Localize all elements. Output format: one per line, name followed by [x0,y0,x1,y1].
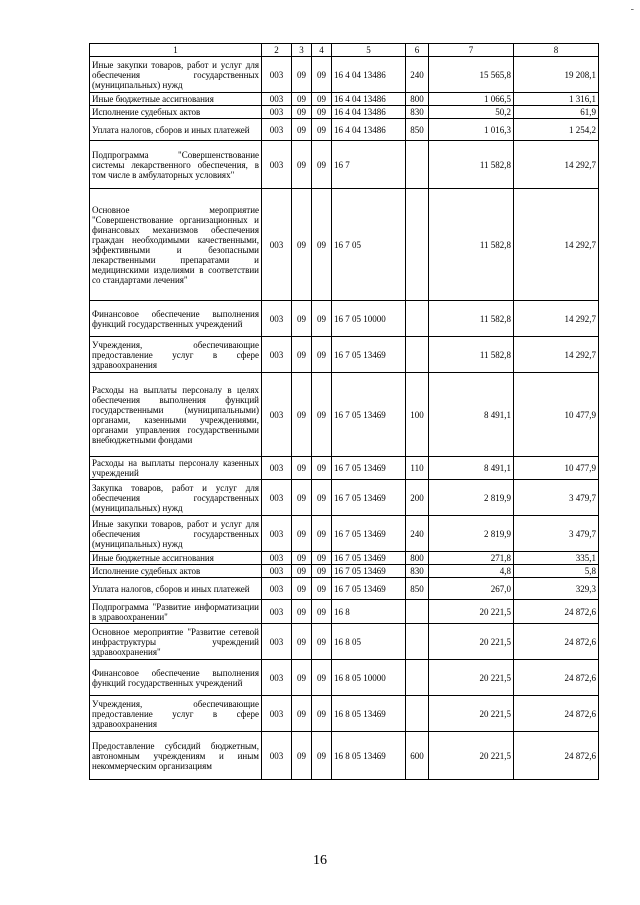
row-name-cell: Исполнение судебных актов [90,565,262,578]
row-section-cell: 09 [292,565,312,578]
row-name-cell: Основное мероприятие "Развитие сетевой инфраструктуры учреждений здравоохранения" [90,624,262,660]
table-row [90,696,599,732]
row-subsection-cell: 09 [312,93,332,106]
row-ministry-code-cell: 003 [262,565,292,578]
row-ministry-code-cell: 003 [262,141,292,189]
row-expense-type-cell: 240 [406,57,429,93]
row-amount-1-cell: 20 221,5 [429,732,514,780]
row-subsection-cell: 09 [312,141,332,189]
row-section-cell: 09 [292,696,312,732]
table-row [90,480,599,516]
table-row [90,106,599,119]
row-name-cell: Учреждения, обеспечивающие предоставление услуг в сфере здравоохранения [90,337,262,373]
table-row [90,119,599,141]
table-row [90,624,599,660]
table-row [90,57,599,93]
row-expense-type-cell [406,624,429,660]
row-section-cell: 09 [292,732,312,780]
table-row [90,301,599,337]
row-section-cell: 09 [292,189,312,301]
row-subsection-cell: 09 [312,696,332,732]
table-row [90,189,599,301]
row-name-cell: Подпрограмма "Совершенствование системы лекарственного обеспечения, в том числе в амбулаторных условиях" [90,141,262,189]
row-target-article-cell: 16 7 05 10000 [332,301,406,337]
row-subsection-cell: 09 [312,578,332,600]
row-expense-type-cell [406,696,429,732]
row-expense-type-cell [406,189,429,301]
row-amount-2-cell: 24 872,6 [514,660,599,696]
row-amount-2-cell: 3 479,7 [514,516,599,552]
row-amount-2-cell: 24 872,6 [514,624,599,660]
row-subsection-cell: 09 [312,480,332,516]
row-subsection-cell: 09 [312,119,332,141]
row-ministry-code-cell: 003 [262,337,292,373]
row-ministry-code-cell: 003 [262,660,292,696]
row-name-cell: Иные закупки товаров, работ и услуг для обеспечения государственных (муниципальных) нужд [90,57,262,93]
row-target-article-cell: 16 7 [332,141,406,189]
row-name-cell: Расходы на выплаты персоналу казенных учреждений [90,457,262,480]
row-target-article-cell: 16 8 05 13469 [332,696,406,732]
row-expense-type-cell [406,660,429,696]
table-row [90,600,599,624]
corner-mark: ‑ [630,4,634,15]
row-amount-1-cell: 1 066,5 [429,93,514,106]
row-amount-2-cell: 14 292,7 [514,301,599,337]
row-target-article-cell: 16 8 05 10000 [332,660,406,696]
row-amount-2-cell: 10 477,9 [514,457,599,480]
row-expense-type-cell: 850 [406,119,429,141]
row-name-cell: Учреждения, обеспечивающие предоставление услуг в сфере здравоохранения [90,696,262,732]
row-expense-type-cell: 800 [406,93,429,106]
row-name-cell: Расходы на выплаты персоналу в целях обеспечения выполнения функций государственными (муниципальными) органами, казенными учреждениями, органами управления государственными внебюджетными фондами [90,373,262,457]
row-amount-2-cell: 329,3 [514,578,599,600]
row-amount-1-cell: 11 582,8 [429,189,514,301]
row-name-cell: Иные закупки товаров, работ и услуг для обеспечения государственных (муниципальных) нужд [90,516,262,552]
row-amount-1-cell: 4,8 [429,565,514,578]
row-expense-type-cell [406,600,429,624]
row-target-article-cell: 16 4 04 13486 [332,57,406,93]
row-amount-2-cell: 24 872,6 [514,732,599,780]
row-amount-1-cell: 20 221,5 [429,624,514,660]
row-subsection-cell: 09 [312,660,332,696]
row-subsection-cell: 09 [312,57,332,93]
row-target-article-cell: 16 4 04 13486 [332,93,406,106]
row-expense-type-cell: 100 [406,373,429,457]
row-target-article-cell: 16 4 04 13486 [332,106,406,119]
row-amount-1-cell: 20 221,5 [429,660,514,696]
row-amount-1-cell: 1 016,3 [429,119,514,141]
row-subsection-cell: 09 [312,552,332,565]
row-amount-1-cell: 8 491,1 [429,373,514,457]
row-target-article-cell: 16 8 05 [332,624,406,660]
row-section-cell: 09 [292,480,312,516]
row-section-cell: 09 [292,552,312,565]
row-name-cell: Финансовое обеспечение выполнения функций государственных учреждений [90,660,262,696]
row-name-cell: Основное мероприятие "Совершенствование организационных и финансовых механизмов обеспечения граждан необходимыми качественными, эффективными и безопасными лекарственными препаратами и медицинскими изделиями в соответствии со стандартами лечения" [90,189,262,301]
row-amount-2-cell: 61,9 [514,106,599,119]
row-subsection-cell: 09 [312,106,332,119]
row-expense-type-cell [406,301,429,337]
row-section-cell: 09 [292,578,312,600]
row-amount-2-cell: 14 292,7 [514,189,599,301]
row-amount-1-cell: 20 221,5 [429,696,514,732]
table-row [90,552,599,565]
table-row [90,578,599,600]
row-amount-2-cell: 1 316,1 [514,93,599,106]
row-target-article-cell: 16 7 05 13469 [332,480,406,516]
table-row [90,373,599,457]
table-row [90,93,599,106]
row-name-cell: Финансовое обеспечение выполнения функций государственных учреждений [90,301,262,337]
table-row [90,660,599,696]
row-subsection-cell: 09 [312,600,332,624]
row-target-article-cell: 16 7 05 13469 [332,337,406,373]
row-amount-2-cell: 5,8 [514,565,599,578]
table-row [90,516,599,552]
row-amount-2-cell: 3 479,7 [514,480,599,516]
row-expense-type-cell: 240 [406,516,429,552]
row-amount-1-cell: 50,2 [429,106,514,119]
table-row [90,565,599,578]
table-row [90,337,599,373]
row-amount-1-cell: 2 819,9 [429,516,514,552]
table-row [90,141,599,189]
row-name-cell: Иные бюджетные ассигнования [90,93,262,106]
row-subsection-cell: 09 [312,516,332,552]
row-target-article-cell: 16 7 05 13469 [332,373,406,457]
row-subsection-cell: 09 [312,624,332,660]
row-ministry-code-cell: 003 [262,106,292,119]
row-ministry-code-cell: 003 [262,480,292,516]
budget-table [89,43,599,780]
header-cell-6: 6 [406,44,429,57]
row-target-article-cell: 16 4 04 13486 [332,119,406,141]
row-expense-type-cell: 830 [406,106,429,119]
row-amount-1-cell: 20 221,5 [429,600,514,624]
row-subsection-cell: 09 [312,189,332,301]
row-name-cell: Предоставление субсидий бюджетным, автономным учреждениям и иным некоммерческим организациям [90,732,262,780]
table-row [90,732,599,780]
row-section-cell: 09 [292,301,312,337]
row-section-cell: 09 [292,660,312,696]
row-section-cell: 09 [292,624,312,660]
row-name-cell: Подпрограмма "Развитие информатизации в здравоохранении" [90,600,262,624]
row-ministry-code-cell: 003 [262,578,292,600]
row-amount-1-cell: 11 582,8 [429,337,514,373]
row-name-cell: Иные бюджетные ассигнования [90,552,262,565]
row-name-cell: Уплата налогов, сборов и иных платежей [90,578,262,600]
row-amount-2-cell: 14 292,7 [514,141,599,189]
row-ministry-code-cell: 003 [262,600,292,624]
row-section-cell: 09 [292,93,312,106]
row-ministry-code-cell: 003 [262,624,292,660]
row-ministry-code-cell: 003 [262,301,292,337]
row-section-cell: 09 [292,337,312,373]
row-target-article-cell: 16 7 05 13469 [332,578,406,600]
row-subsection-cell: 09 [312,457,332,480]
row-name-cell: Закупка товаров, работ и услуг для обеспечения государственных (муниципальных) нужд [90,480,262,516]
row-ministry-code-cell: 003 [262,373,292,457]
row-ministry-code-cell: 003 [262,189,292,301]
row-subsection-cell: 09 [312,373,332,457]
row-target-article-cell: 16 8 05 13469 [332,732,406,780]
row-amount-1-cell: 2 819,9 [429,480,514,516]
row-target-article-cell: 16 7 05 13469 [332,516,406,552]
row-subsection-cell: 09 [312,337,332,373]
table-row [90,457,599,480]
row-expense-type-cell [406,141,429,189]
row-amount-2-cell: 24 872,6 [514,600,599,624]
row-target-article-cell: 16 8 [332,600,406,624]
header-cell-4: 4 [312,44,332,57]
row-section-cell: 09 [292,141,312,189]
row-amount-1-cell: 271,8 [429,552,514,565]
row-name-cell: Уплата налогов, сборов и иных платежей [90,119,262,141]
row-amount-2-cell: 335,1 [514,552,599,565]
row-section-cell: 09 [292,600,312,624]
row-subsection-cell: 09 [312,565,332,578]
row-amount-2-cell: 1 254,2 [514,119,599,141]
row-ministry-code-cell: 003 [262,93,292,106]
row-section-cell: 09 [292,106,312,119]
row-expense-type-cell: 200 [406,480,429,516]
header-cell-3: 3 [292,44,312,57]
row-target-article-cell: 16 7 05 13469 [332,457,406,480]
row-amount-1-cell: 8 491,1 [429,457,514,480]
row-section-cell: 09 [292,373,312,457]
row-expense-type-cell: 600 [406,732,429,780]
row-subsection-cell: 09 [312,732,332,780]
table-header-row [90,44,599,57]
page-number: 16 [313,853,327,868]
row-name-cell: Исполнение судебных актов [90,106,262,119]
row-target-article-cell: 16 7 05 [332,189,406,301]
row-target-article-cell: 16 7 05 13469 [332,552,406,565]
header-cell-5: 5 [332,44,406,57]
header-cell-2: 2 [262,44,292,57]
row-ministry-code-cell: 003 [262,696,292,732]
row-ministry-code-cell: 003 [262,457,292,480]
row-target-article-cell: 16 7 05 13469 [332,565,406,578]
table-body [90,44,599,780]
row-section-cell: 09 [292,119,312,141]
row-amount-1-cell: 15 565,8 [429,57,514,93]
header-cell-8: 8 [514,44,599,57]
row-ministry-code-cell: 003 [262,732,292,780]
row-amount-1-cell: 267,0 [429,578,514,600]
header-cell-1: 1 [90,44,262,57]
row-ministry-code-cell: 003 [262,57,292,93]
row-section-cell: 09 [292,516,312,552]
header-cell-7: 7 [429,44,514,57]
row-expense-type-cell: 850 [406,578,429,600]
row-section-cell: 09 [292,457,312,480]
row-amount-2-cell: 14 292,7 [514,337,599,373]
row-ministry-code-cell: 003 [262,119,292,141]
row-amount-2-cell: 24 872,6 [514,696,599,732]
row-expense-type-cell: 110 [406,457,429,480]
row-section-cell: 09 [292,57,312,93]
row-amount-1-cell: 11 582,8 [429,141,514,189]
row-amount-1-cell: 11 582,8 [429,301,514,337]
row-amount-2-cell: 19 208,1 [514,57,599,93]
row-ministry-code-cell: 003 [262,516,292,552]
row-amount-2-cell: 10 477,9 [514,373,599,457]
row-subsection-cell: 09 [312,301,332,337]
row-ministry-code-cell: 003 [262,552,292,565]
row-expense-type-cell [406,337,429,373]
row-expense-type-cell: 830 [406,565,429,578]
row-expense-type-cell: 800 [406,552,429,565]
